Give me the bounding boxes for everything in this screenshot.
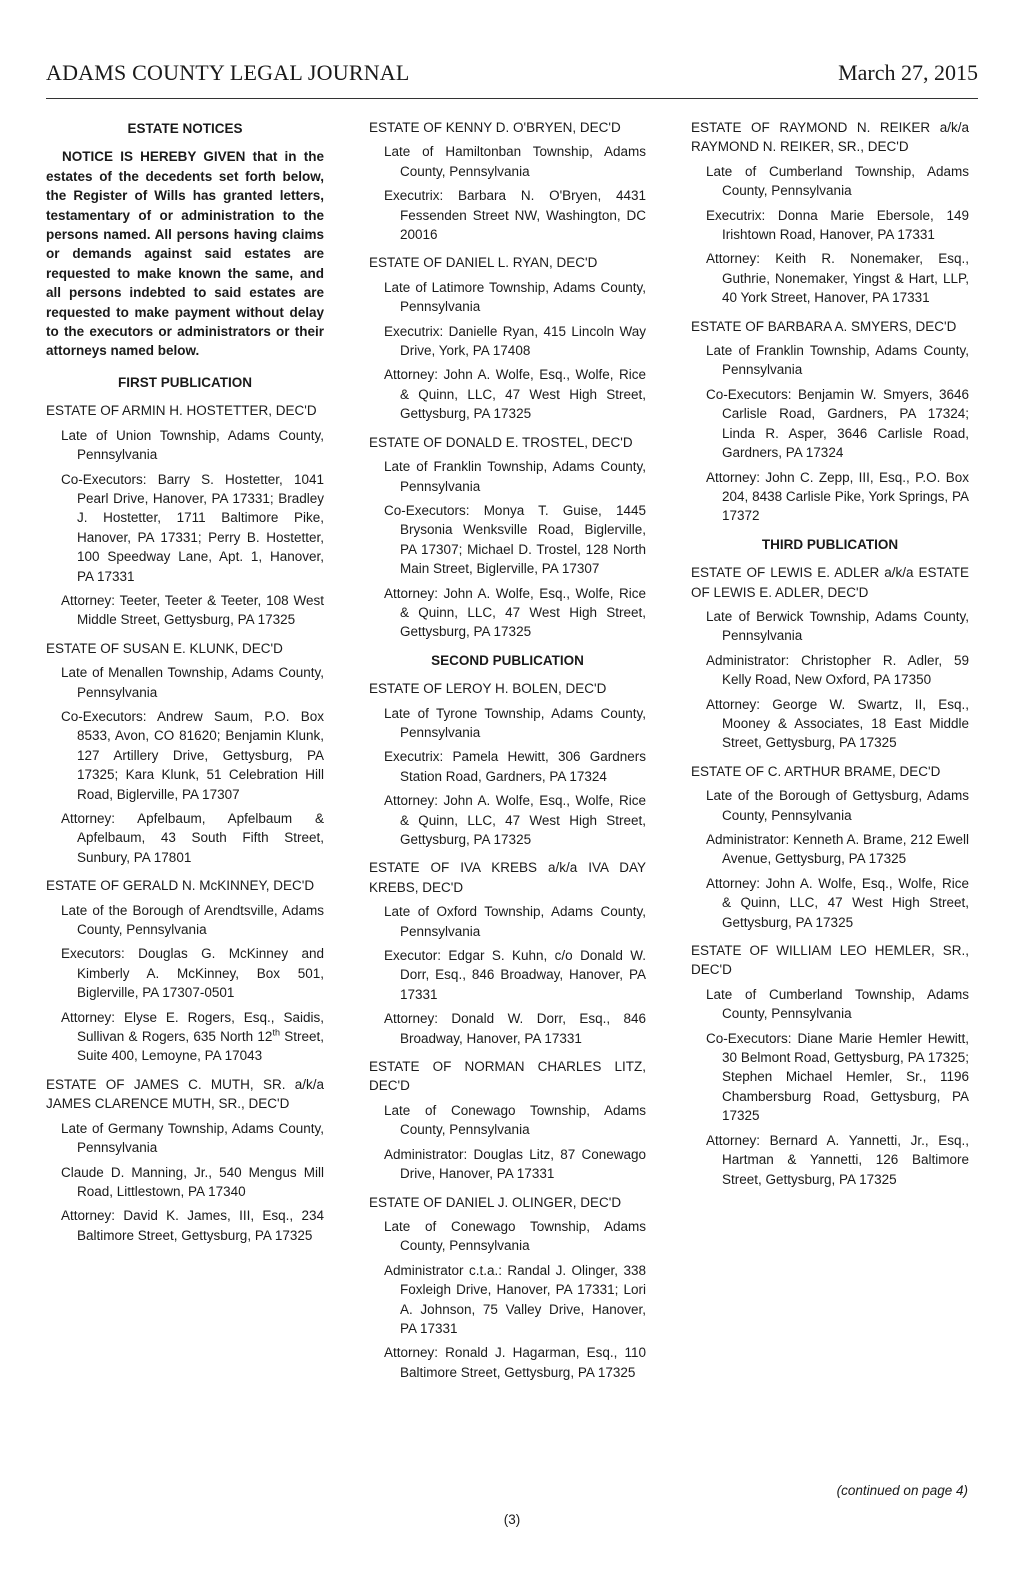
estate-title: ESTATE OF LEROY H. BOLEN, DEC'D bbox=[369, 681, 607, 697]
estate-executrix: Executrix: Danielle Ryan, 415 Lincoln Way Drive, York, PA 17408 bbox=[384, 323, 646, 359]
estate-residence: Late of Germany Township, Adams County, Pennsylvania bbox=[61, 1120, 324, 1156]
estate-attorney: Attorney: Ronald J. Hagarman, Esq., 110 Baltimore Street, Gettysburg, PA 17325 bbox=[384, 1345, 646, 1380]
estate-attorney: Attorney: Teeter, Teeter & Teeter, 108 West Middle Street, Gettysburg, PA 17325 bbox=[61, 592, 324, 628]
column-2 bbox=[369, 118, 646, 1391]
estate-hostetter bbox=[46, 401, 324, 629]
page-number: (3) bbox=[503, 1512, 521, 1527]
estate-attorney: Attorney: Bernard A. Yannetti, Jr., Esq., Hartman & Yannetti, 126 Baltimore Street, Gettysburg, PA 17325 bbox=[706, 1132, 969, 1187]
estate-attorney: Attorney: John A. Wolfe, Esq., Wolfe, Rice & Quinn, LLC, 47 West High Street, Gettysburg, PA 17325 bbox=[384, 793, 646, 847]
estate-executor: Claude D. Manning, Jr., 540 Mengus Mill Road, Littlestown, PA 17340 bbox=[61, 1164, 324, 1199]
estate-executors: Co-Executors: Monya T. Guise, 1445 Brysonia Wenksville Road, Biglerville, PA 17307; Michael D. Trostel, 128 North Main Street, Biglerville, PA 17307 bbox=[384, 502, 646, 577]
estate-residence: Late of Conewago Township, Adams County, Pennsylvania bbox=[384, 1102, 646, 1138]
estate-residence: Late of Tyrone Township, Adams County, Pennsylvania bbox=[384, 705, 646, 740]
estate-residence: Late of the Borough of Arendtsville, Adams County, Pennsylvania bbox=[61, 902, 324, 938]
estate-residence: Late of Oxford Township, Adams County, Pennsylvania bbox=[384, 904, 646, 939]
notice-intro: NOTICE IS HEREBY GIVEN that in the estates of the decedents set forth below, the Register of Wills has granted letters, testamentary of or administration to the persons named. All persons having claims or demands against said estates are requested to make known the same, and all persons indebted to said estates are requested to make payment without delay to the executors or administrators or their attorneys named below. bbox=[46, 149, 324, 359]
estate-title: ESTATE OF C. ARTHUR BRAME, DEC'D bbox=[691, 763, 941, 779]
continued-note: (continued on page 4) bbox=[836, 1483, 968, 1498]
estate-muth bbox=[46, 1075, 324, 1245]
estate-executrix: Executrix: Pamela Hewitt, 306 Gardners Station Road, Gardners, PA 17324 bbox=[384, 749, 646, 784]
estate-administrator: Administrator: Christopher R. Adler, 59 Kelly Road, New Oxford, PA 17350 bbox=[706, 652, 969, 688]
estate-residence: Late of Franklin Township, Adams County, Pennsylvania bbox=[384, 459, 646, 494]
estate-title: ESTATE OF SUSAN E. KLUNK, DEC'D bbox=[46, 640, 283, 656]
estate-residence: Late of Latimore Township, Adams County, Pennsylvania bbox=[384, 279, 646, 315]
estate-residence: Late of Franklin Township, Adams County, Pennsylvania bbox=[706, 343, 969, 378]
estate-attorney: Attorney: John A. Wolfe, Esq., Wolfe, Rice & Quinn, LLC, 47 West High Street, Gettysburg, PA 17325 bbox=[384, 585, 646, 640]
estate-klunk bbox=[46, 639, 324, 867]
estate-bolen bbox=[369, 679, 646, 849]
estate-obryen bbox=[369, 118, 646, 244]
journal-title: ADAMS COUNTY LEGAL JOURNAL bbox=[46, 60, 410, 85]
estate-attorney: Attorney: George W. Swartz, II, Esq., Mooney & Associates, 18 East Middle Street, Gettysburg, PA 17325 bbox=[706, 696, 969, 751]
estate-executors: Co-Executors: Benjamin W. Smyers, 3646 Carlisle Road, Gardners, PA 17324; Linda R. Asper, 3646 Carlisle Road, Gardners, PA 17324 bbox=[706, 386, 969, 461]
estate-olinger bbox=[369, 1193, 646, 1383]
attorney-text-end: Street, Suite 400, Lemoyne, PA 17043 bbox=[77, 1029, 324, 1064]
estate-title: ESTATE OF WILLIAM LEO HEMLER, SR., DEC'D bbox=[691, 943, 969, 978]
attorney-text: Attorney: Elyse E. Rogers, Esq., Saidis, Sullivan & Rogers, 635 North 12 bbox=[61, 1009, 324, 1045]
estate-executor: Executor: Edgar S. Kuhn, c/o Donald W. Dorr, Esq., 846 Broadway, Hanover, PA 17331 bbox=[384, 948, 646, 1002]
estate-residence: Late of Conewago Township, Adams County, Pennsylvania bbox=[384, 1218, 646, 1254]
estate-administrator: Administrator c.t.a.: Randal J. Olinger, 338 Foxleigh Drive, Hanover, PA 17331; Lori A. Johnson, 75 Valley Drive, Hanover, PA 17331 bbox=[384, 1262, 646, 1336]
issue-date: March 27, 2015 bbox=[838, 60, 978, 85]
estate-title: ESTATE OF JAMES C. MUTH, SR. a/k/a JAMES CLARENCE MUTH, SR., DEC'D bbox=[46, 1076, 324, 1112]
estate-residence: Late of Berwick Township, Adams County, Pennsylvania bbox=[706, 608, 969, 644]
estate-title: ESTATE OF BARBARA A. SMYERS, DEC'D bbox=[691, 318, 957, 334]
estate-title: ESTATE OF ARMIN H. HOSTETTER, DEC'D bbox=[46, 403, 317, 419]
estate-title: ESTATE OF KENNY D. O'BRYEN, DEC'D bbox=[369, 120, 621, 135]
estate-title: ESTATE OF IVA KREBS a/k/a IVA DAY KREBS, DEC'D bbox=[369, 860, 646, 895]
estate-reiker bbox=[691, 118, 969, 308]
estate-residence: Late of Cumberland Township, Adams County, Pennsylvania bbox=[706, 986, 969, 1022]
estate-krebs bbox=[369, 858, 646, 1048]
estate-attorney: Attorney: Keith R. Nonemaker, Esq., Guthrie, Nonemaker, Yingst & Hart, LLP, 40 York Street, Hanover, PA 17331 bbox=[706, 251, 969, 306]
estate-executrix: Executrix: Barbara N. O'Bryen, 4431 Fessenden Street NW, Washington, DC 20016 bbox=[384, 188, 646, 243]
estate-ryan bbox=[369, 253, 646, 423]
estate-title: ESTATE OF DANIEL J. OLINGER, DEC'D bbox=[369, 1194, 622, 1210]
estate-title: ESTATE OF RAYMOND N. REIKER a/k/a RAYMOND N. REIKER, SR., DEC'D bbox=[691, 120, 969, 155]
estate-title: ESTATE OF NORMAN CHARLES LITZ, DEC'D bbox=[369, 1059, 646, 1094]
estate-mckinney bbox=[46, 876, 324, 1066]
column-3 bbox=[691, 118, 969, 1198]
estate-title: ESTATE OF DANIEL L. RYAN, DEC'D bbox=[369, 255, 598, 271]
estate-executors: Executors: Douglas G. McKinney and Kimberly A. McKinney, Box 501, Biglerville, PA 17307-0501 bbox=[61, 946, 324, 1001]
estate-residence: Late of the Borough of Gettysburg, Adams County, Pennsylvania bbox=[706, 788, 969, 823]
page-header bbox=[46, 58, 978, 99]
estate-attorney: Attorney: John C. Zepp, III, Esq., P.O. Box 204, 8438 Carlisle Pike, York Springs, PA 17372 bbox=[706, 469, 969, 524]
notices-title: ESTATE NOTICES bbox=[127, 121, 243, 136]
estate-title: ESTATE OF LEWIS E. ADLER a/k/a ESTATE OF LEWIS E. ADLER, DEC'D bbox=[691, 565, 969, 600]
estate-attorney bbox=[46, 1008, 324, 1066]
first-publication-title: FIRST PUBLICATION bbox=[118, 374, 252, 390]
estate-residence: Late of Union Township, Adams County, Pennsylvania bbox=[61, 427, 324, 463]
estate-smyers bbox=[691, 317, 969, 526]
column-1 bbox=[46, 118, 324, 1254]
estate-attorney: Attorney: Apfelbaum, Apfelbaum & Apfelbaum, 43 South Fifth Street, Sunbury, PA 17801 bbox=[61, 811, 324, 865]
estate-adler bbox=[691, 563, 969, 753]
estate-attorney: Attorney: David K. James, III, Esq., 234 Baltimore Street, Gettysburg, PA 17325 bbox=[61, 1208, 324, 1243]
estate-administrator: Administrator: Douglas Litz, 87 Conewago Drive, Hanover, PA 17331 bbox=[384, 1146, 646, 1182]
estate-title: ESTATE OF DONALD E. TROSTEL, DEC'D bbox=[369, 434, 633, 450]
estate-trostel bbox=[369, 433, 646, 642]
second-publication-title: SECOND PUBLICATION bbox=[431, 652, 584, 668]
estate-residence: Late of Cumberland Township, Adams County, Pennsylvania bbox=[706, 163, 969, 199]
estate-executors: Co-Executors: Diane Marie Hemler Hewitt, 30 Belmont Road, Gettysburg, PA 17325; Stephen Michael Hemler, Sr., 1196 Chambersburg Road, Gettysburg, PA 17325 bbox=[706, 1030, 969, 1124]
estate-residence: Late of Menallen Township, Adams County, Pennsylvania bbox=[61, 665, 324, 700]
estate-hemler bbox=[691, 941, 969, 1189]
estate-litz bbox=[369, 1057, 646, 1183]
estate-administrator: Administrator: Kenneth A. Brame, 212 Ewell Avenue, Gettysburg, PA 17325 bbox=[706, 832, 969, 867]
estate-executors: Co-Executors: Barry S. Hostetter, 1041 Pearl Drive, Hanover, PA 17331; Bradley J. Hostetter, 1711 Baltimore Pike, Hanover, PA 17331; Perry B. Hostetter, 100 Speedway Lane, Apt. 1, Hanover, PA 17331 bbox=[61, 471, 324, 584]
estate-brame bbox=[691, 762, 969, 932]
third-publication-title: THIRD PUBLICATION bbox=[761, 536, 899, 552]
estate-attorney: Attorney: John A. Wolfe, Esq., Wolfe, Rice & Quinn, LLC, 47 West High Street, Gettysburg, PA 17325 bbox=[384, 367, 646, 422]
estate-attorney: Attorney: John A. Wolfe, Esq., Wolfe, Rice & Quinn, LLC, 47 West High Street, Gettysburg, PA 17325 bbox=[706, 875, 969, 930]
estate-residence: Late of Hamiltonban Township, Adams County, Pennsylvania bbox=[384, 144, 646, 179]
estate-executrix: Executrix: Donna Marie Ebersole, 149 Irishtown Road, Hanover, PA 17331 bbox=[706, 207, 969, 243]
ordinal-suffix: th bbox=[272, 1027, 280, 1038]
estate-attorney: Attorney: Donald W. Dorr, Esq., 846 Broadway, Hanover, PA 17331 bbox=[384, 1011, 646, 1046]
estate-title: ESTATE OF GERALD N. McKINNEY, DEC'D bbox=[46, 878, 315, 894]
estate-executors: Co-Executors: Andrew Saum, P.O. Box 8533, Avon, CO 81620; Benjamin Klunk, 127 Artillery Drive, Gettysburg, PA 17325; Kara Klunk, 51 Celebration Hill Road, Biglerville, PA 17307 bbox=[61, 708, 324, 802]
